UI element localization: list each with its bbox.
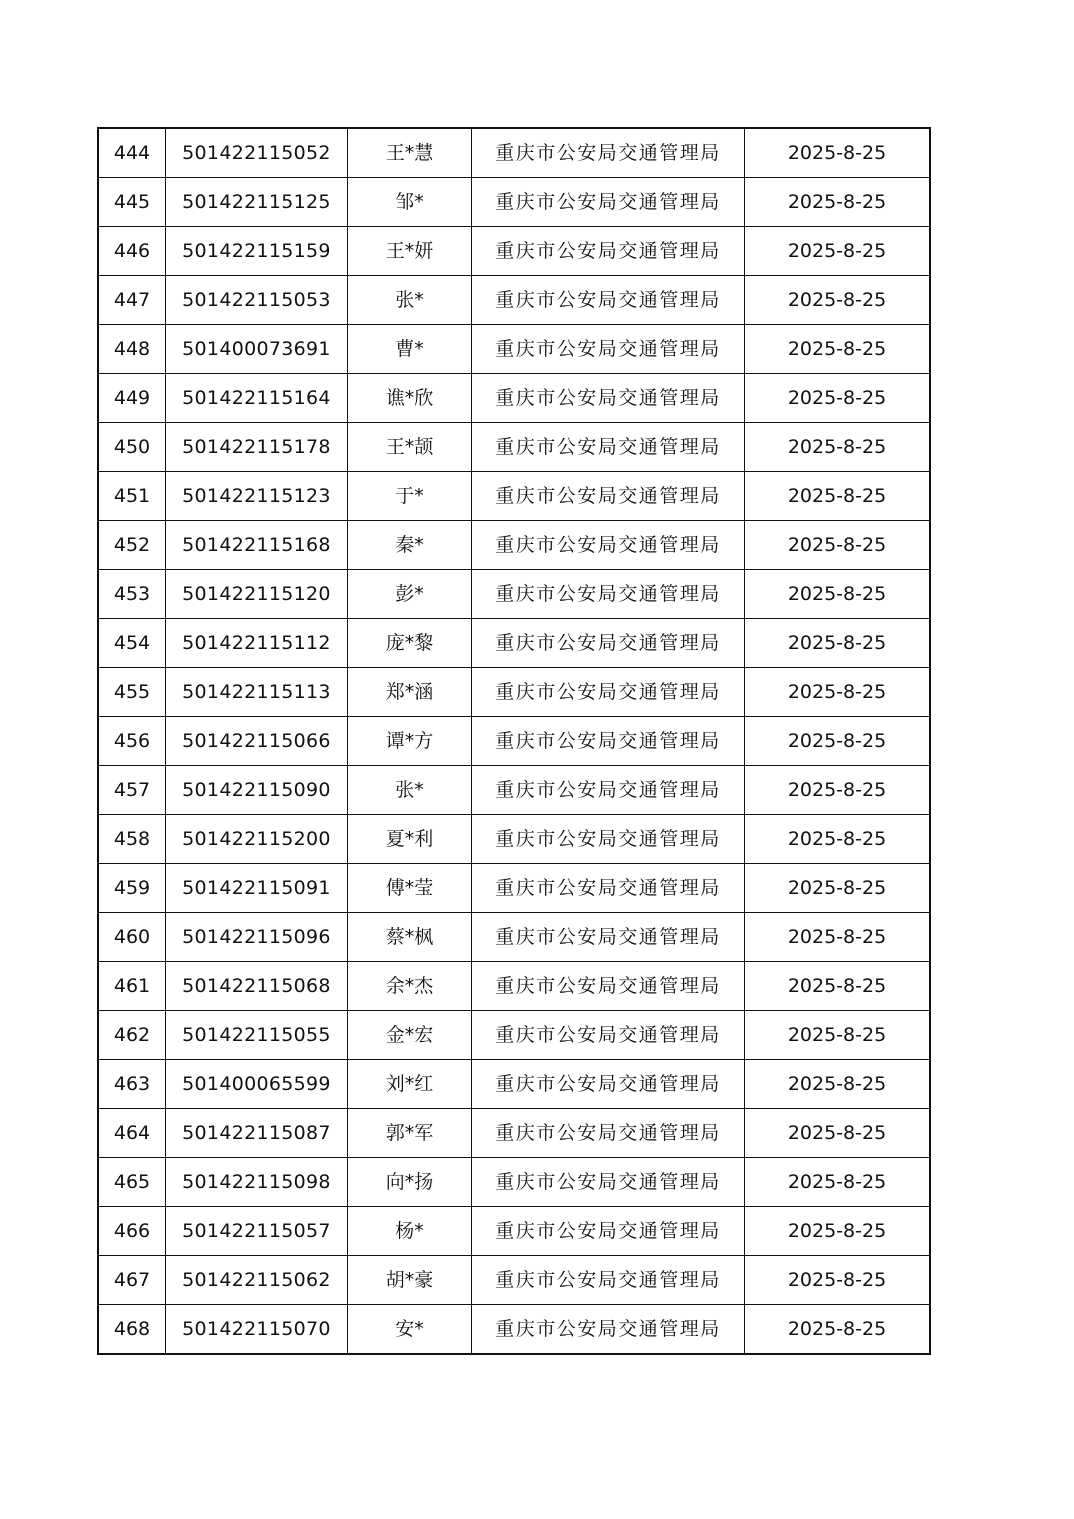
table-row [98,1011,930,1060]
cell-record-id: 501422115090 [166,766,348,815]
cell-date: 2025-8-25 [745,619,931,668]
table-row [98,570,930,619]
table-row [98,864,930,913]
cell-record-id: 501422115113 [166,668,348,717]
cell-person-name: 蔡*枫 [348,913,472,962]
cell-record-id: 501422115068 [166,962,348,1011]
cell-person-name: 胡*豪 [348,1256,472,1305]
cell-date: 2025-8-25 [745,325,931,374]
cell-date: 2025-8-25 [745,276,931,325]
cell-record-id: 501422115066 [166,717,348,766]
cell-issuing-authority: 重庆市公安局交通管理局 [472,423,745,472]
cell-issuing-authority: 重庆市公安局交通管理局 [472,864,745,913]
cell-record-id: 501422115087 [166,1109,348,1158]
table-row [98,178,930,227]
cell-issuing-authority: 重庆市公安局交通管理局 [472,815,745,864]
cell-issuing-authority: 重庆市公安局交通管理局 [472,227,745,276]
cell-sequence-number: 462 [98,1011,166,1060]
cell-date: 2025-8-25 [745,1158,931,1207]
cell-person-name: 谭*方 [348,717,472,766]
cell-sequence-number: 454 [98,619,166,668]
table-row [98,717,930,766]
table-row [98,1207,930,1256]
cell-date: 2025-8-25 [745,178,931,227]
cell-date: 2025-8-25 [745,668,931,717]
cell-sequence-number: 464 [98,1109,166,1158]
cell-record-id: 501422115178 [166,423,348,472]
cell-record-id: 501422115112 [166,619,348,668]
cell-issuing-authority: 重庆市公安局交通管理局 [472,1060,745,1109]
cell-person-name: 余*杰 [348,962,472,1011]
cell-person-name: 夏*利 [348,815,472,864]
table-row [98,1158,930,1207]
cell-issuing-authority: 重庆市公安局交通管理局 [472,178,745,227]
table-row [98,374,930,423]
cell-sequence-number: 463 [98,1060,166,1109]
record-table-body [98,128,930,1354]
cell-issuing-authority: 重庆市公安局交通管理局 [472,128,745,178]
cell-person-name: 郭*军 [348,1109,472,1158]
cell-person-name: 曹* [348,325,472,374]
cell-date: 2025-8-25 [745,472,931,521]
cell-record-id: 501422115164 [166,374,348,423]
cell-sequence-number: 446 [98,227,166,276]
cell-sequence-number: 456 [98,717,166,766]
table-row [98,1060,930,1109]
cell-sequence-number: 468 [98,1305,166,1355]
cell-sequence-number: 453 [98,570,166,619]
cell-date: 2025-8-25 [745,521,931,570]
cell-sequence-number: 467 [98,1256,166,1305]
cell-issuing-authority: 重庆市公安局交通管理局 [472,570,745,619]
cell-issuing-authority: 重庆市公安局交通管理局 [472,1011,745,1060]
cell-issuing-authority: 重庆市公安局交通管理局 [472,1207,745,1256]
cell-record-id: 501400065599 [166,1060,348,1109]
table-row [98,521,930,570]
cell-sequence-number: 466 [98,1207,166,1256]
table-row [98,472,930,521]
cell-issuing-authority: 重庆市公安局交通管理局 [472,276,745,325]
cell-person-name: 向*扬 [348,1158,472,1207]
cell-date: 2025-8-25 [745,962,931,1011]
cell-record-id: 501422115159 [166,227,348,276]
cell-record-id: 501422115096 [166,913,348,962]
cell-person-name: 郑*涵 [348,668,472,717]
cell-sequence-number: 465 [98,1158,166,1207]
cell-issuing-authority: 重庆市公安局交通管理局 [472,1158,745,1207]
cell-date: 2025-8-25 [745,128,931,178]
cell-record-id: 501422115125 [166,178,348,227]
table-row [98,815,930,864]
cell-date: 2025-8-25 [745,1011,931,1060]
cell-date: 2025-8-25 [745,717,931,766]
table-row [98,668,930,717]
table-row [98,325,930,374]
cell-record-id: 501422115055 [166,1011,348,1060]
table-row [98,128,930,178]
cell-record-id: 501422115070 [166,1305,348,1355]
table-row [98,962,930,1011]
cell-record-id: 501422115168 [166,521,348,570]
cell-issuing-authority: 重庆市公安局交通管理局 [472,766,745,815]
cell-record-id: 501422115052 [166,128,348,178]
cell-person-name: 杨* [348,1207,472,1256]
cell-date: 2025-8-25 [745,913,931,962]
cell-issuing-authority: 重庆市公安局交通管理局 [472,374,745,423]
cell-sequence-number: 459 [98,864,166,913]
cell-person-name: 傅*莹 [348,864,472,913]
cell-person-name: 张* [348,766,472,815]
cell-issuing-authority: 重庆市公安局交通管理局 [472,472,745,521]
cell-sequence-number: 461 [98,962,166,1011]
cell-date: 2025-8-25 [745,1256,931,1305]
cell-date: 2025-8-25 [745,864,931,913]
cell-sequence-number: 449 [98,374,166,423]
cell-sequence-number: 460 [98,913,166,962]
cell-date: 2025-8-25 [745,1305,931,1355]
cell-person-name: 谯*欣 [348,374,472,423]
cell-person-name: 王*妍 [348,227,472,276]
table-row [98,619,930,668]
cell-person-name: 彭* [348,570,472,619]
table-row [98,1109,930,1158]
cell-sequence-number: 457 [98,766,166,815]
cell-person-name: 刘*红 [348,1060,472,1109]
cell-record-id: 501422115098 [166,1158,348,1207]
cell-issuing-authority: 重庆市公安局交通管理局 [472,913,745,962]
cell-person-name: 张* [348,276,472,325]
cell-person-name: 安* [348,1305,472,1355]
cell-date: 2025-8-25 [745,1109,931,1158]
cell-sequence-number: 447 [98,276,166,325]
table-row [98,766,930,815]
cell-person-name: 邹* [348,178,472,227]
cell-person-name: 秦* [348,521,472,570]
cell-issuing-authority: 重庆市公安局交通管理局 [472,1305,745,1355]
cell-record-id: 501422115062 [166,1256,348,1305]
cell-date: 2025-8-25 [745,227,931,276]
table-row [98,913,930,962]
cell-issuing-authority: 重庆市公安局交通管理局 [472,1256,745,1305]
cell-record-id: 501422115091 [166,864,348,913]
cell-person-name: 于* [348,472,472,521]
cell-sequence-number: 450 [98,423,166,472]
cell-date: 2025-8-25 [745,1060,931,1109]
table-row [98,227,930,276]
cell-sequence-number: 452 [98,521,166,570]
cell-date: 2025-8-25 [745,423,931,472]
table-row [98,1256,930,1305]
table-row [98,423,930,472]
cell-record-id: 501422115057 [166,1207,348,1256]
table-row [98,1305,930,1355]
cell-date: 2025-8-25 [745,1207,931,1256]
cell-person-name: 王*慧 [348,128,472,178]
cell-issuing-authority: 重庆市公安局交通管理局 [472,962,745,1011]
cell-person-name: 金*宏 [348,1011,472,1060]
cell-record-id: 501422115200 [166,815,348,864]
record-table [97,127,931,1355]
cell-date: 2025-8-25 [745,374,931,423]
cell-record-id: 501422115123 [166,472,348,521]
cell-sequence-number: 444 [98,128,166,178]
cell-person-name: 王*颉 [348,423,472,472]
cell-sequence-number: 455 [98,668,166,717]
cell-sequence-number: 451 [98,472,166,521]
cell-sequence-number: 458 [98,815,166,864]
cell-person-name: 庞*黎 [348,619,472,668]
cell-record-id: 501422115120 [166,570,348,619]
cell-date: 2025-8-25 [745,815,931,864]
cell-issuing-authority: 重庆市公安局交通管理局 [472,619,745,668]
cell-issuing-authority: 重庆市公安局交通管理局 [472,325,745,374]
cell-date: 2025-8-25 [745,766,931,815]
cell-issuing-authority: 重庆市公安局交通管理局 [472,1109,745,1158]
cell-issuing-authority: 重庆市公安局交通管理局 [472,668,745,717]
cell-issuing-authority: 重庆市公安局交通管理局 [472,521,745,570]
cell-sequence-number: 445 [98,178,166,227]
cell-record-id: 501400073691 [166,325,348,374]
cell-sequence-number: 448 [98,325,166,374]
table-row [98,276,930,325]
cell-issuing-authority: 重庆市公安局交通管理局 [472,717,745,766]
cell-date: 2025-8-25 [745,570,931,619]
cell-record-id: 501422115053 [166,276,348,325]
